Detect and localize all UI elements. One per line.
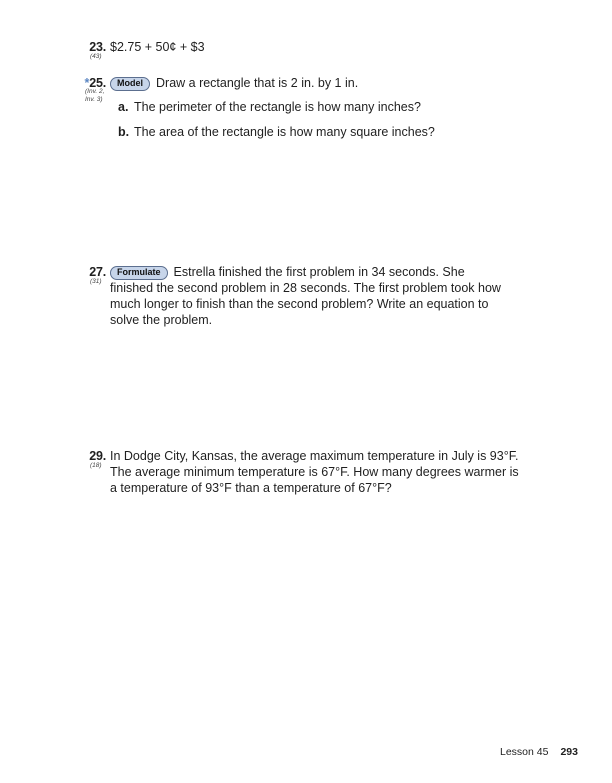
problem-text bbox=[110, 264, 501, 328]
problem-line: a temperature of 93°F than a temperature of 67°F? bbox=[110, 481, 392, 495]
problem-line: much longer to finish than the second problem? Write an equation to bbox=[110, 297, 489, 311]
reference-lesson bbox=[85, 88, 104, 103]
page-footer bbox=[500, 746, 578, 758]
problem-text: $2.75 + 50¢ + $3 bbox=[110, 40, 205, 54]
lesson-label: Lesson 45 bbox=[500, 746, 549, 758]
subpart-label: a. bbox=[118, 100, 129, 114]
problem-number: 27. bbox=[89, 265, 106, 279]
problem-number: 29. bbox=[89, 449, 106, 463]
subpart-a bbox=[118, 100, 421, 114]
subpart-text: The perimeter of the rectangle is how many inches? bbox=[134, 100, 421, 114]
reference-lesson: (31) bbox=[90, 278, 102, 285]
model-badge: Model bbox=[110, 77, 150, 91]
problem-line: solve the problem. bbox=[110, 313, 213, 327]
star-marker: * bbox=[84, 76, 90, 90]
subpart-b bbox=[118, 125, 435, 139]
problem-text: Draw a rectangle that is 2 in. by 1 in. bbox=[156, 76, 359, 90]
reference-line-2: Inv. 3) bbox=[85, 95, 103, 103]
subpart-text: The area of the rectangle is how many square inches? bbox=[134, 125, 435, 139]
page-number: 293 bbox=[560, 746, 578, 758]
reference-line-1: (Inv. 2, bbox=[85, 88, 105, 95]
formulate-badge: Formulate bbox=[110, 266, 168, 280]
subpart-label: b. bbox=[118, 125, 130, 139]
problem-line: finished the second problem in 28 seconds. The first problem took how bbox=[110, 281, 501, 295]
problem-number-value: 25. bbox=[89, 76, 106, 90]
problem-number: 23. bbox=[89, 40, 106, 54]
problem-text-line bbox=[110, 75, 358, 91]
problem-line: The average minimum temperature is 67°F. How many degrees warmer is bbox=[110, 465, 519, 479]
problem-line: Formulate Estrella finished the first problem in 34 seconds. She bbox=[110, 264, 501, 280]
reference-lesson: (43) bbox=[90, 53, 102, 60]
reference-lesson: (18) bbox=[90, 462, 102, 469]
problem-text bbox=[110, 448, 519, 496]
problem-line: In Dodge City, Kansas, the average maximum temperature in July is 93°F. bbox=[110, 449, 519, 463]
